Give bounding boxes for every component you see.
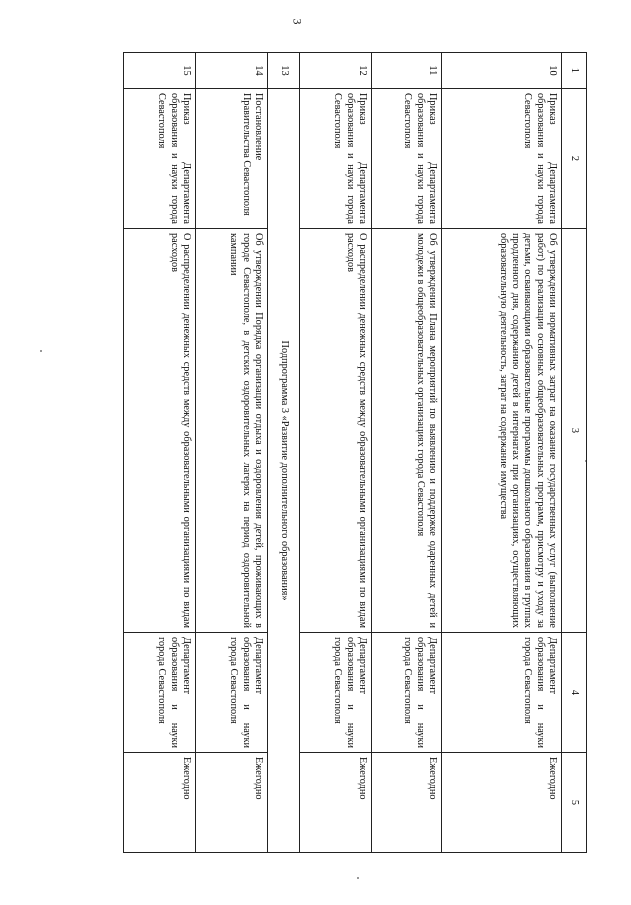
row-number: 15 — [124, 53, 196, 89]
act-type: Постановление Правительства Севастополя — [196, 89, 268, 229]
table-header-row — [562, 53, 587, 853]
act-type: Приказ Департамента образования и науки города Севастополя — [300, 89, 372, 229]
responsible-dept: Департамент образования и науки города Севастополя — [124, 633, 196, 753]
row-number: 14 — [196, 53, 268, 89]
section-row — [268, 53, 300, 853]
legal-acts-table — [123, 52, 587, 853]
header-cell: 2 — [562, 89, 587, 229]
table-row — [124, 53, 196, 853]
responsible-dept: Департамент образования и науки города Севастополя — [442, 633, 562, 753]
scan-speck — [357, 877, 359, 879]
table-row — [442, 53, 562, 853]
act-title: О распределении денежных средств между образовательными организациями по видам расходов — [300, 229, 372, 633]
rotated-table-container — [107, 52, 587, 852]
deadline: Ежегодно — [300, 753, 372, 853]
header-cell: 5 — [562, 753, 587, 853]
scan-speck — [40, 350, 42, 352]
act-title: Об утверждении Плана мероприятий по выявлению и поддержке одаренных детей и молодежи в общеобразовательных организациях города Севастополя — [372, 229, 442, 633]
deadline: Ежегодно — [442, 753, 562, 853]
act-title: Об утверждении нормативных затрат на оказание государственных услуг (выполнение работ) по реализации основных общеобразовательных программ, присмотру и уходу за детьми, осваивающими образовательные программы дошкольного образования в группах продленного дня, содержанию детей в интернатах при организациях, осуществляющих образовательную деятельность, затрат на содержание имущества — [442, 229, 562, 633]
row-number: 12 — [300, 53, 372, 89]
page-number: 3 — [290, 18, 305, 25]
row-number: 10 — [442, 53, 562, 89]
responsible-dept: Департамент образования и науки города Севастополя — [196, 633, 268, 753]
deadline: Ежегодно — [196, 753, 268, 853]
responsible-dept: Департамент образования и науки города Севастополя — [300, 633, 372, 753]
act-type: Приказ Департамента образования и науки города Севастополя — [442, 89, 562, 229]
deadline: Ежегодно — [372, 753, 442, 853]
row-number: 13 — [268, 53, 300, 89]
table-row — [196, 53, 268, 853]
deadline: Ежегодно — [124, 753, 196, 853]
act-title: Об утверждении Порядка организации отдыха и оздоровления детей, проживающих в городе Севастополе, в детских оздоровительных лагерях на период оздоровительной кампании — [196, 229, 268, 633]
table-row — [300, 53, 372, 853]
row-number: 11 — [372, 53, 442, 89]
responsible-dept: Департамент образования и науки города Севастополя — [372, 633, 442, 753]
section-title: Подпрограмма 3 «Развитие дополнительного образования» — [268, 89, 300, 853]
act-title: О распределении денежных средств между образовательными организациями по видам расходов — [124, 229, 196, 633]
table-row — [372, 53, 442, 853]
header-cell: 3 — [562, 229, 587, 633]
header-cell: 1 — [562, 53, 587, 89]
act-type: Приказ Департамента образования и науки города Севастополя — [372, 89, 442, 229]
header-cell: 4 — [562, 633, 587, 753]
act-type: Приказ Департамента образования и науки города Севастополя — [124, 89, 196, 229]
